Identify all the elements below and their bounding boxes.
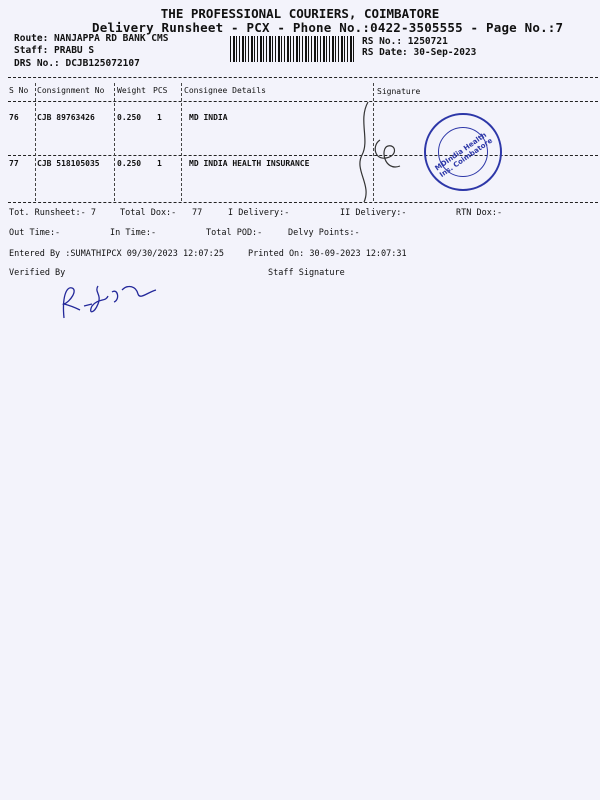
out-time: Out Time:- [9,228,61,238]
row-consignee: MD INDIA [189,113,228,122]
page-title: THE PROFESSIONAL COURIERS, COIMBATORE [160,6,440,21]
total-pod: Total POD:- [206,228,263,238]
route-label: Route: NANJAPPA RD BANK CMS [14,33,169,44]
total-dox-value: 77 [192,208,203,218]
total-dox-label: Total Dox:- [120,208,177,218]
table-col-divider [114,83,115,201]
table-col-divider [35,83,36,201]
i-delivery: I Delivery:- [228,208,290,218]
row-sno: 77 [9,159,19,168]
staff-signature-label: Staff Signature [268,268,345,278]
row-pcs: 1 [157,159,162,168]
table-header-sno: S No [9,86,29,95]
company-stamp [424,113,502,191]
staff-label: Staff: PRABU S [14,45,95,56]
rs-no-label: RS No.: 1250721 [362,36,448,47]
row-weight: 0.250 [117,159,142,168]
signature-mark [350,100,420,205]
table-rule-header [8,101,598,102]
page-subtitle: Delivery Runsheet - PCX - Phone No.:0422-3505555 - Page No.:7 [92,20,564,35]
table-rule-row1 [8,155,598,156]
table-header-consignment: Consignment No [37,86,105,95]
table-header-signature: Signature [377,87,421,96]
row-pcs: 1 [157,113,162,122]
row-consignment: CJB 518105035 [37,159,100,168]
rtn-dox: RTN Dox:- [456,208,503,218]
delvy-points: Delvy Points:- [288,228,360,238]
table-header-weight: Weight [117,86,146,95]
stamp-text: MDIndia Health Ins. Coimbatore [433,130,495,180]
drs-label: DRS No.: DCJB125072107 [14,58,140,69]
rs-date-label: RS Date: 30-Sep-2023 [362,47,477,58]
table-col-divider [181,83,182,201]
barcode [230,36,354,62]
verifier-signature [58,278,168,323]
table-rule-top [8,77,598,78]
verified-by-label: Verified By [9,268,66,278]
row-weight: 0.250 [117,113,142,122]
printed-on: Printed On: 30-09-2023 12:07:31 [248,249,407,259]
table-header-pcs: PCS [153,86,168,95]
table-rule-bottom [8,202,598,203]
row-sno: 76 [9,113,19,122]
row-consignee: MD INDIA HEALTH INSURANCE [189,159,310,168]
tot-runsheet: Tot. Runsheet:- 7 [9,208,96,218]
row-consignment: CJB 89763426 [37,113,95,122]
entered-by: Entered By :SUMATHIPCX 09/30/2023 12:07:25 [9,249,224,259]
in-time: In Time:- [110,228,157,238]
ii-delivery: II Delivery:- [340,208,407,218]
table-header-consignee: Consignee Details [184,86,266,95]
